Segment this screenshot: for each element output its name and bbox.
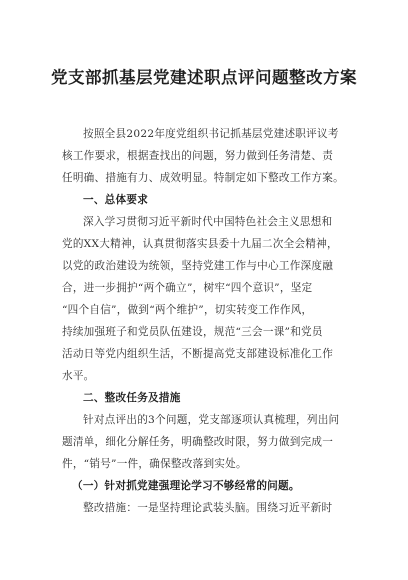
paragraph-line: 件，“销号”一件，确保整改落到实处。	[62, 458, 247, 470]
paragraph-line: 水平。	[62, 370, 95, 382]
paragraph-line: 深入学习贯彻习近平新时代中国特色社会主义思想和	[83, 216, 333, 228]
subsection-heading-1: （一）针对抓党建强理论学习不够经常的问题。	[72, 480, 300, 492]
paragraph-line: 以党的政治建设为统领，坚持党建工作与中心工作深度融	[62, 260, 334, 272]
paragraph-line: 按照全县2022年度党组织书记抓基层党建述职评议考	[83, 128, 339, 140]
section-heading-2: 二、整改任务及措施	[83, 392, 181, 404]
paragraph-line: 核工作要求，根据查找出的问题，努力做到任务清楚、责	[62, 150, 334, 162]
paragraph-line: “四个自信”，做到“两个维护”，切实转变工作作风，	[62, 304, 313, 316]
paragraph-line: 党的XX大精神，认真贯彻落实县委十九届二次全会精神，	[62, 238, 338, 250]
document-title: 党支部抓基层党建述职点评问题整改方案	[51, 68, 357, 87]
paragraph-line: 任明确、措施有力、成效明显。特制定如下整改工作方案。	[62, 172, 344, 184]
paragraph-line: 题清单，细化分解任务，明确整改时限，努力做到完成一	[62, 436, 334, 448]
paragraph-line: 持续加强班子和党员队伍建设，规范“三会一课”和党员	[62, 326, 323, 338]
paragraph-line: 针对点评出的3个问题，党支部逐项认真梳理，列出问	[83, 414, 340, 426]
document-body	[62, 123, 350, 519]
paragraph-line: 活动日等党内组织生活，不断提高党支部建设标准化工作	[62, 348, 334, 360]
section-heading-1: 一、总体要求	[83, 194, 149, 206]
paragraph-line: 合，进一步拥护“两个确立”，树牢“四个意识”，坚定	[62, 282, 313, 294]
paragraph-line: 整改措施：一是坚持理论武装头脑。围绕习近平新时	[83, 502, 333, 514]
